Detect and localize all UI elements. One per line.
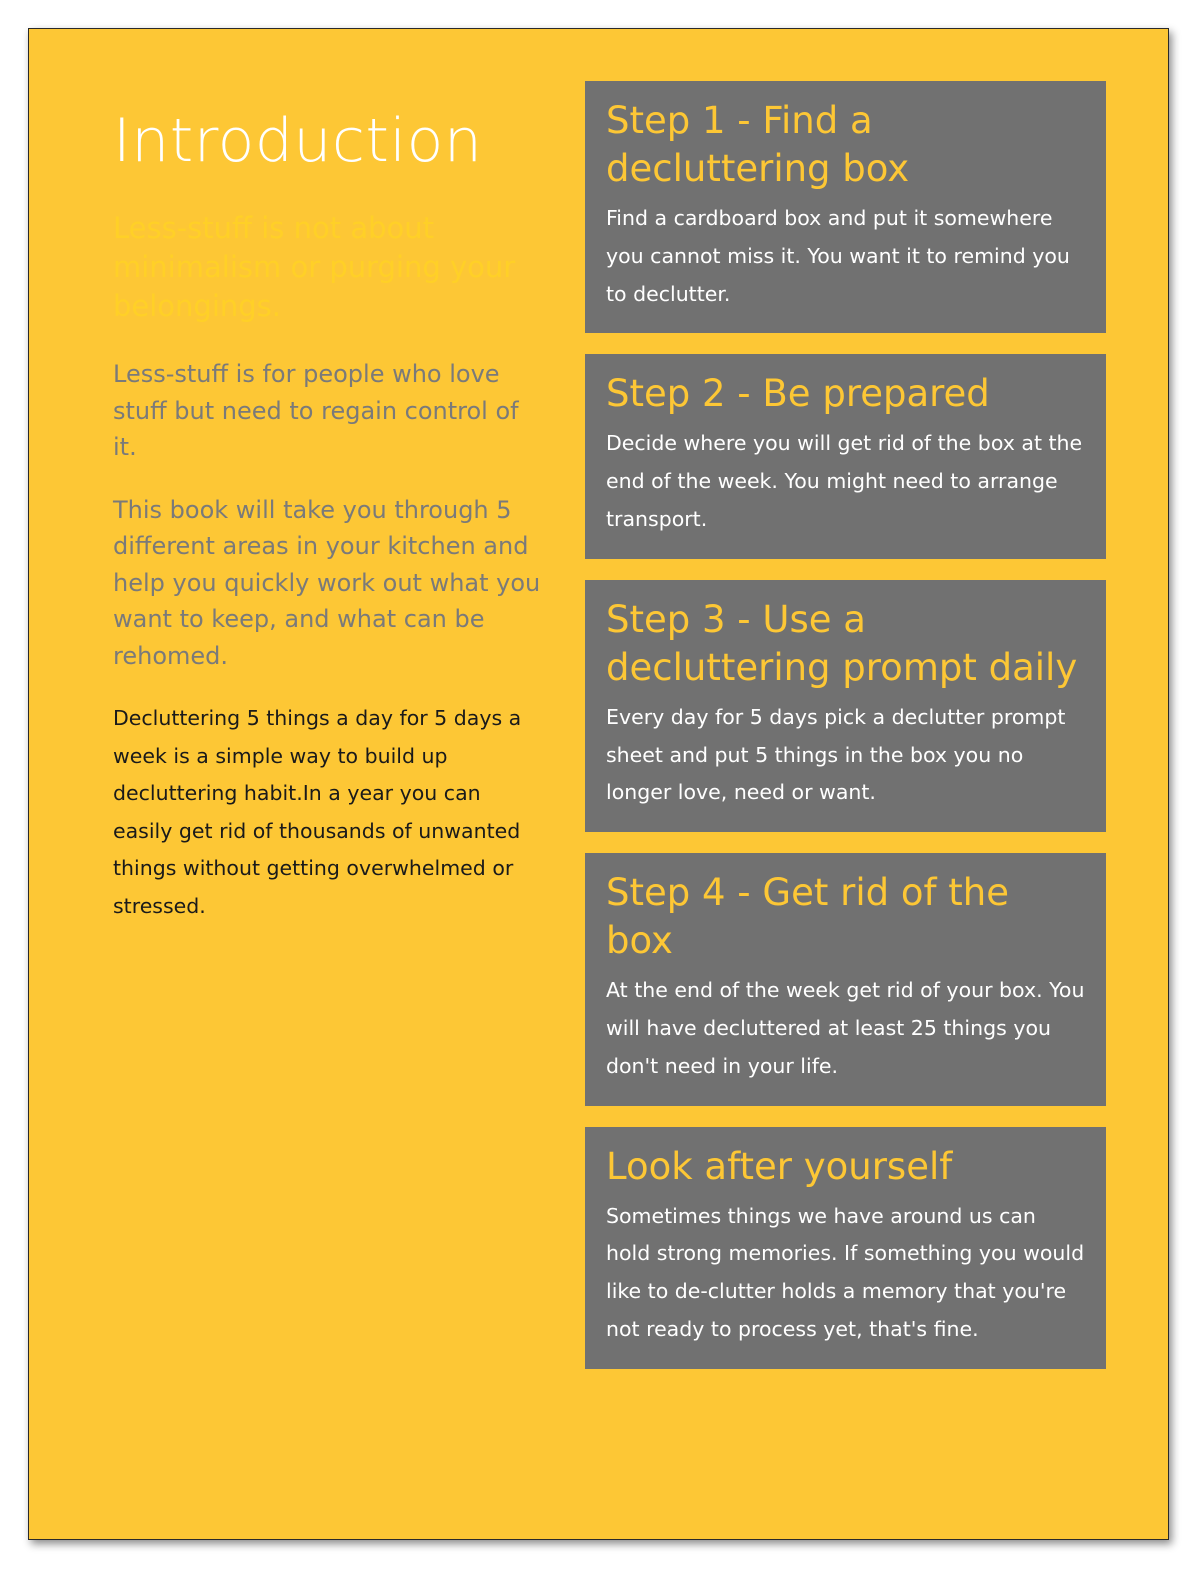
- steps-column: [585, 81, 1106, 1390]
- step-card-3: [585, 580, 1106, 832]
- step-title: Step 4 - Get rid of the box: [606, 871, 1010, 963]
- step-card-1: [585, 81, 1106, 333]
- intro-paragraph-2: This book will take you through 5 different areas in your kitchen and help you quickly work out what you want to keep, and what can be rehomed.: [113, 495, 541, 670]
- step-body: At the end of the week get rid of your box. You will have decluttered at least 25 things you don't need in your life.: [606, 978, 1085, 1078]
- step-body: Every day for 5 days pick a declutter prompt sheet and put 5 things in the box you no longer love, need or want.: [606, 704, 1066, 805]
- intro-paragraph-3: Decluttering 5 things a day for 5 days a week is a simple way to build up decluttering habit.In a year you can easily get rid of thousands of unwanted things without getting overwhelmed or stressed.: [113, 706, 522, 918]
- page-title: Introduction: [113, 106, 483, 176]
- step-body: Find a cardboard box and put it somewhere you cannot miss it. You want it to remind you to declutter.: [606, 206, 1070, 306]
- step-body: Decide where you will get rid of the box at the end of the week. You might need to arrange transport.: [606, 431, 1083, 531]
- step-card-5: [585, 1127, 1106, 1369]
- step-card-2: [585, 354, 1106, 558]
- step-title: Step 3 - Use a decluttering prompt daily: [606, 597, 1078, 689]
- step-card-4: [585, 853, 1106, 1105]
- intro-paragraph-1: Less-stuff is for people who love stuff but need to regain control of it.: [113, 360, 519, 461]
- introduction-column: [113, 99, 543, 926]
- step-body: Sometimes things we have around us can hold strong memories. If something you would like to de-clutter holds a memory that you're not ready to process yet, that's fine.: [606, 1203, 1085, 1341]
- step-title: Step 2 - Be prepared: [606, 372, 990, 416]
- step-title: Step 1 - Find a decluttering box: [606, 99, 910, 190]
- step-title: Look after yourself: [606, 1144, 953, 1188]
- intro-subtitle: Less-stuff is not about minimalism or purging your belongings.: [113, 211, 516, 323]
- document-page: [28, 28, 1169, 1540]
